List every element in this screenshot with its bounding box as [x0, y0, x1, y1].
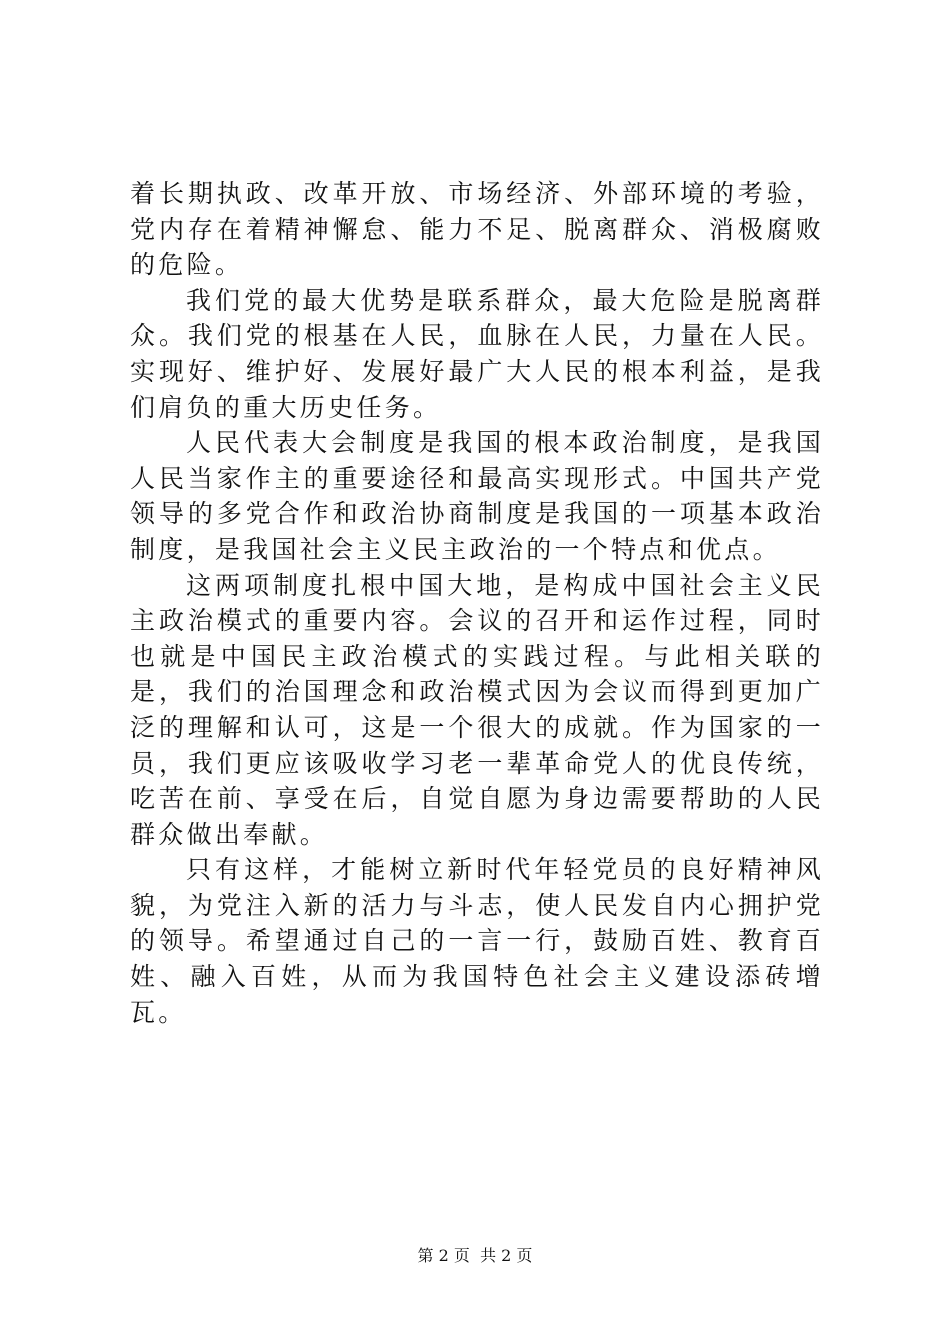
paragraph-2: 我们党的最大优势是联系群众，最大危险是脱离群众。我们党的根基在人民，血脉在人民，力量在人民。实现好、维护好、发展好最广大人民的根本利益，是我们肩负的重大历史任务。	[130, 285, 824, 422]
page-number-footer: 第 2 页 共 2 页	[417, 1246, 533, 1265]
paragraph-5: 只有这样，才能树立新时代年轻党员的良好精神风貌，为党注入新的活力与斗志，使人民发自内心拥护党的领导。希望通过自己的一言一行，鼓励百姓、教育百姓、融入百姓，从而为我国特色社会主义建设添砖增瓦。	[130, 855, 824, 1027]
paragraph-1: 着长期执政、改革开放、市场经济、外部环境的考验，党内存在着精神懈怠、能力不足、脱离群众、消极腐败的危险。	[130, 179, 824, 280]
document-body	[130, 176, 824, 1030]
paragraph-4: 这两项制度扎根中国大地，是构成中国社会主义民主政治模式的重要内容。会议的召开和运作过程，同时也就是中国民主政治模式的实践过程。与此相关联的是，我们的治国理念和政治模式因为会议而得到更加广泛的理解和认可，这是一个很大的成就。作为国家的一员，我们更应该吸收学习老一辈革命党人的优良传统，吃苦在前、享受在后，自觉自愿为身边需要帮助的人民群众做出奉献。	[130, 570, 824, 849]
paragraph-3: 人民代表大会制度是我国的根本政治制度，是我国人民当家作主的重要途径和最高实现形式。中国共产党领导的多党合作和政治协商制度是我国的一项基本政治制度，是我国社会主义民主政治的一个特点和优点。	[130, 428, 824, 564]
